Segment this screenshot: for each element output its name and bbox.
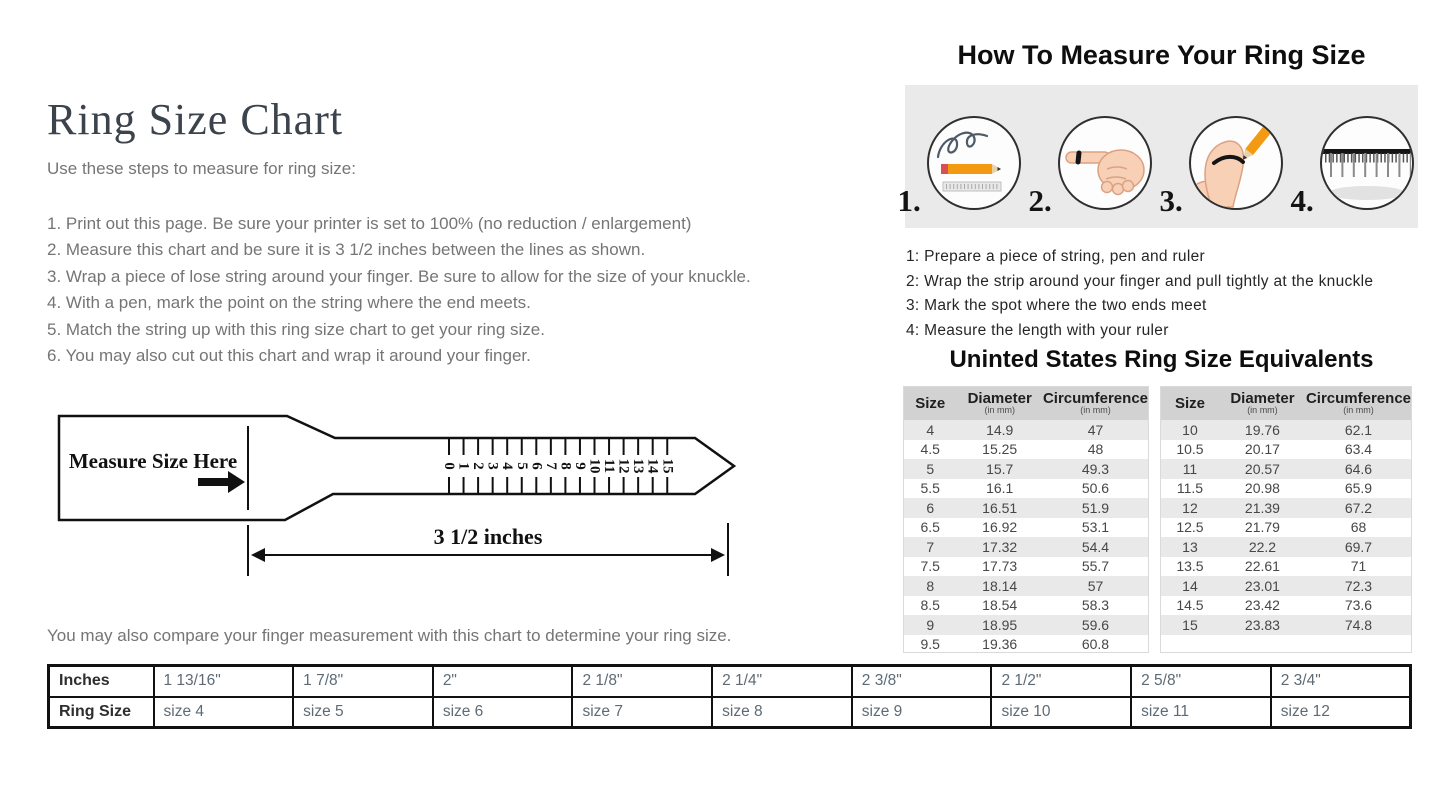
size-row	[1161, 459, 1411, 479]
ring-size-value-cell: size 9	[852, 697, 992, 728]
circumference-cell: 69.7	[1344, 538, 1373, 555]
circumference-cell: 67.2	[1344, 499, 1373, 516]
size-row	[904, 615, 1148, 635]
how-step-item: 1: Prepare a piece of string, pen and ruler	[906, 248, 1205, 265]
size-row	[1161, 479, 1411, 499]
size-cell: 8.5	[920, 597, 940, 614]
how-step-item: 3: Mark the spot where the two ends meet	[906, 297, 1207, 315]
diameter-cell: 23.83	[1244, 616, 1280, 633]
circumference-cell: 49.3	[1081, 460, 1110, 477]
size-row	[904, 557, 1148, 577]
illustration-step-1	[897, 113, 1024, 218]
circumference-cell: 73.6	[1344, 597, 1373, 614]
svg-text:12: 12	[615, 458, 632, 474]
finger-measurement-table	[47, 664, 1412, 729]
unit-label: (in mm)	[1247, 405, 1278, 415]
us-equivalents-title: Uninted States Ring Size Equivalents	[949, 346, 1374, 373]
size-row	[1161, 518, 1411, 538]
diameter-cell: 19.36	[982, 636, 1018, 653]
size-cell: 4.5	[920, 441, 940, 458]
inches-value-cell: 2"	[433, 666, 573, 697]
size-cell: 8	[926, 577, 935, 594]
inches-value-cell: 2 1/4"	[712, 666, 852, 697]
diameter-cell: 16.92	[982, 519, 1018, 536]
ring-size-row	[49, 697, 1411, 728]
size-cell: 6	[926, 499, 935, 516]
size-row	[1161, 420, 1411, 440]
svg-text:11: 11	[601, 458, 618, 474]
size-cell: 12	[1182, 499, 1198, 516]
us-size-table-right	[1160, 386, 1412, 653]
svg-text:9: 9	[571, 462, 588, 470]
illustration-panel	[897, 85, 1418, 228]
ring-size-value-cell: size 11	[1131, 697, 1271, 728]
size-cell: 10.5	[1176, 441, 1204, 458]
size-row	[1161, 576, 1411, 596]
how-to-measure-title: How To Measure Your Ring Size	[957, 40, 1366, 70]
unit-label: (in mm)	[1080, 405, 1111, 415]
ruler-icon	[1317, 113, 1417, 213]
inches-value-cell: 2 3/8"	[852, 666, 992, 697]
step-item: 2. Measure this chart and be sure it is 3 1/2 inches between the lines as shown.	[47, 240, 646, 260]
col-header-size: Size	[904, 387, 956, 420]
size-cell: 6.5	[920, 519, 940, 536]
circumference-cell: 48	[1087, 441, 1104, 458]
size-row	[904, 518, 1148, 538]
size-row	[1161, 440, 1411, 460]
size-row	[904, 420, 1148, 440]
size-cell: 7.5	[920, 558, 940, 575]
illustration-step-4	[1290, 113, 1417, 218]
illustration-step-2	[1028, 113, 1155, 218]
circumference-cell: 72.3	[1344, 577, 1373, 594]
inches-row	[49, 666, 1411, 697]
step-item: 3. Wrap a piece of lose string around your finger. Be sure to allow for the size of your knuckle.	[47, 266, 751, 286]
step-number: 1.	[897, 183, 921, 218]
ring-size-value-cell: size 7	[572, 697, 712, 728]
size-row	[904, 459, 1148, 479]
circumference-cell: 47	[1087, 421, 1104, 438]
diameter-cell: 20.17	[1244, 441, 1280, 458]
size-cell: 4	[926, 421, 935, 438]
circumference-cell: 58.3	[1081, 597, 1110, 614]
circumference-cell: 63.4	[1344, 441, 1373, 458]
size-cell: 13	[1182, 538, 1198, 555]
diameter-cell: 23.01	[1244, 577, 1280, 594]
circumference-cell: 64.6	[1344, 460, 1373, 477]
circumference-cell: 59.6	[1081, 616, 1110, 633]
diameter-cell: 16.1	[986, 480, 1014, 497]
size-row	[1161, 537, 1411, 557]
step-number: 3.	[1159, 183, 1183, 218]
inches-value-cell: 2 3/4"	[1271, 666, 1411, 697]
svg-text:2: 2	[470, 462, 487, 470]
step-item: 5. Match the string up with this ring size chart to get your ring size.	[47, 319, 545, 339]
size-row	[904, 635, 1148, 655]
intro-text: Use these steps to measure for ring size:	[47, 159, 356, 178]
circumference-cell: 60.8	[1081, 636, 1110, 653]
ring-size-value-cell: size 4	[154, 697, 294, 728]
step-number: 4.	[1290, 183, 1314, 218]
size-row	[904, 440, 1148, 460]
size-cell: 13.5	[1176, 558, 1204, 575]
svg-text:14: 14	[644, 458, 661, 474]
diameter-cell: 20.57	[1244, 460, 1280, 477]
svg-text:0: 0	[441, 462, 457, 470]
circumference-cell: 68	[1350, 519, 1367, 536]
ring-size-value-cell: size 12	[1271, 697, 1411, 728]
inches-value-cell: 1 13/16"	[154, 666, 294, 697]
ring-size-value-cell: size 6	[433, 697, 573, 728]
size-row	[1161, 498, 1411, 518]
diameter-cell: 15.25	[982, 441, 1018, 458]
circumference-cell: 62.1	[1344, 421, 1373, 438]
us-size-table-left	[903, 386, 1149, 653]
size-cell: 14.5	[1176, 597, 1204, 614]
diameter-cell: 21.39	[1244, 499, 1280, 516]
col-header-diameter: Diameter (in mm)	[1219, 387, 1306, 420]
size-row	[904, 479, 1148, 499]
circumference-cell: 53.1	[1081, 519, 1110, 536]
dimension-arrow	[251, 548, 725, 562]
step-number: 2.	[1028, 183, 1052, 218]
diameter-cell: 16.51	[982, 499, 1018, 516]
size-row	[1161, 596, 1411, 616]
step-item: 6. You may also cut out this chart and wrap it around your finger.	[47, 346, 531, 366]
size-row	[904, 537, 1148, 557]
inches-value-cell: 2 5/8"	[1131, 666, 1271, 697]
size-cell: 9	[926, 616, 935, 633]
diameter-cell: 14.9	[986, 421, 1014, 438]
size-cell: 5.5	[920, 480, 940, 497]
size-cell: 15	[1182, 616, 1198, 633]
size-cell: 10	[1182, 421, 1198, 438]
mark-knuckle-pencil-icon	[1186, 113, 1286, 213]
page-title: Ring Size Chart	[47, 95, 344, 144]
ring-sizer-diagram	[50, 413, 750, 593]
inches-value-cell: 2 1/8"	[572, 666, 712, 697]
ring-size-value-cell: size 8	[712, 697, 852, 728]
size-row	[904, 596, 1148, 616]
svg-text:8: 8	[557, 462, 574, 470]
col-header-size: Size	[1161, 387, 1219, 420]
diameter-cell: 21.79	[1244, 519, 1280, 536]
inches-value-cell: 1 7/8"	[293, 666, 433, 697]
ring-size-row-label: Ring Size	[49, 697, 154, 728]
circumference-cell: 50.6	[1081, 480, 1110, 497]
size-cell: 7	[926, 538, 935, 555]
size-cell: 9.5	[920, 636, 940, 653]
size-cell: 5	[926, 460, 935, 477]
measure-steps-list	[47, 211, 837, 369]
svg-text:13: 13	[630, 458, 647, 474]
diameter-cell: 20.98	[1244, 480, 1280, 497]
circumference-cell: 55.7	[1081, 558, 1110, 575]
diameter-cell: 17.73	[982, 558, 1018, 575]
circumference-cell: 74.8	[1344, 616, 1373, 633]
size-cell: 12.5	[1176, 519, 1204, 536]
col-header-circumference: Circumference (in mm)	[1043, 387, 1148, 420]
compare-note: You may also compare your finger measurement with this chart to determine your ring size.	[47, 626, 732, 645]
svg-text:15: 15	[659, 458, 676, 474]
ring-size-value-cell: size 10	[991, 697, 1131, 728]
size-row	[904, 498, 1148, 518]
size-cell: 14	[1182, 577, 1198, 594]
diameter-cell: 23.42	[1244, 597, 1280, 614]
finger-with-string-icon	[1055, 113, 1155, 213]
circumference-cell: 57	[1087, 577, 1104, 594]
svg-text:1: 1	[455, 462, 472, 470]
size-row	[1161, 557, 1411, 577]
step-item: 1. Print out this page. Be sure your printer is set to 100% (no reduction / enlargement)	[47, 214, 692, 233]
string-pen-ruler-icon	[924, 113, 1024, 213]
circumference-cell: 54.4	[1081, 538, 1110, 555]
diameter-cell: 18.54	[982, 597, 1018, 614]
circumference-cell: 65.9	[1344, 480, 1373, 497]
circumference-cell: 71	[1350, 558, 1367, 575]
inches-row-label: Inches	[49, 666, 154, 697]
how-step-item: 2: Wrap the strip around your finger and pull tightly at the knuckle	[906, 272, 1374, 290]
step-item: 4. With a pen, mark the point on the string where the end meets.	[47, 293, 531, 313]
how-step-item: 4: Measure the length with your ruler	[906, 322, 1169, 340]
size-row	[1161, 615, 1411, 635]
unit-label: (in mm)	[1343, 405, 1374, 415]
illustration-step-3	[1159, 113, 1286, 218]
circumference-cell: 51.9	[1081, 499, 1110, 516]
diameter-cell: 19.76	[1244, 421, 1280, 438]
unit-label: (in mm)	[984, 405, 1015, 415]
diameter-cell: 17.32	[982, 538, 1018, 555]
how-steps-list	[906, 245, 1426, 344]
svg-text:10: 10	[586, 458, 603, 474]
svg-text:6: 6	[528, 462, 545, 470]
svg-text:4: 4	[499, 462, 516, 470]
diameter-cell: 22.61	[1244, 558, 1280, 575]
svg-text:3: 3	[484, 462, 501, 470]
col-header-diameter: Diameter (in mm)	[956, 387, 1043, 420]
diameter-cell: 18.14	[982, 577, 1018, 594]
svg-text:5: 5	[513, 462, 530, 470]
diameter-cell: 22.2	[1248, 538, 1277, 555]
diameter-cell: 18.95	[982, 616, 1018, 633]
width-dimension-label: 3 1/2 inches	[433, 524, 543, 549]
col-header-circumference: Circumference (in mm)	[1306, 387, 1411, 420]
size-cell: 11.5	[1176, 480, 1204, 497]
measure-size-here-label: Measure Size Here	[68, 449, 238, 473]
ring-size-value-cell: size 5	[293, 697, 433, 728]
size-row	[904, 576, 1148, 596]
diameter-cell: 15.7	[986, 460, 1014, 477]
size-cell: 11	[1182, 460, 1198, 477]
inches-value-cell: 2 1/2"	[991, 666, 1131, 697]
svg-text:7: 7	[542, 462, 559, 470]
